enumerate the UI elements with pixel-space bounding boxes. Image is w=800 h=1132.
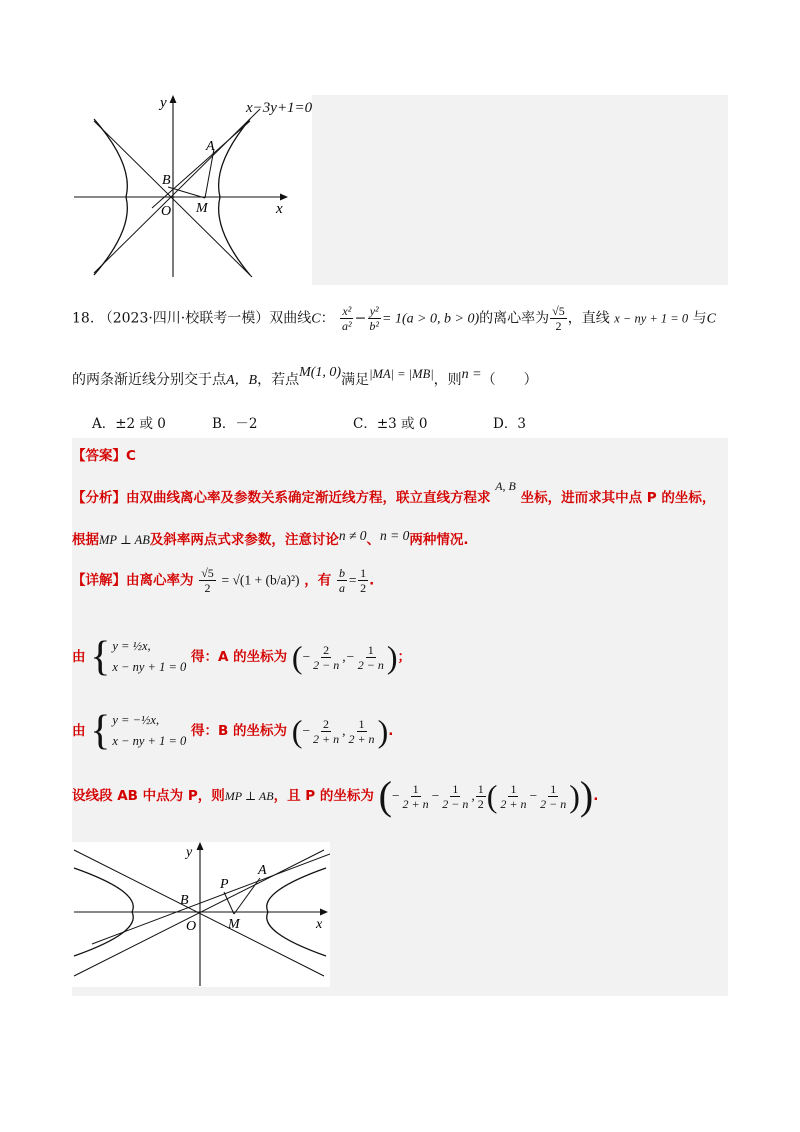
system-b-row2: x − ny + 1 = 0 bbox=[112, 734, 187, 748]
get-a-text: 得：A 的坐标为 bbox=[190, 649, 288, 665]
fig2-label-y: y bbox=[186, 845, 193, 860]
line2-text-a: 的两条渐近线分别交于点 bbox=[72, 372, 226, 388]
system-a-row1: y = ½x, bbox=[112, 639, 151, 653]
satisfy-text: 满足 bbox=[341, 372, 370, 388]
frac-den: 2 bbox=[477, 796, 484, 811]
colon: ： bbox=[320, 310, 335, 327]
mid-text-b: ，且 P 的坐标为 bbox=[273, 788, 374, 804]
condition: |MA| = |MB| bbox=[369, 367, 434, 381]
frac-b1 bbox=[311, 717, 341, 746]
hyperbola-figure-1 bbox=[72, 95, 312, 285]
choice-letter: C． bbox=[353, 416, 377, 432]
fig1-label-y: y bbox=[160, 95, 167, 111]
frac-num: 2 bbox=[323, 716, 330, 731]
detail-text-1a: 由离心率为 bbox=[126, 572, 194, 589]
analysis-text-3b: 及斜率两点式求参数，注意讨论 bbox=[149, 532, 339, 548]
choice-letter: A． bbox=[92, 416, 116, 432]
frac-num: 1 bbox=[510, 781, 517, 796]
question-source: （2023·四川·校联考一模）双曲线 bbox=[98, 310, 312, 327]
choice-value: 3 bbox=[517, 416, 526, 432]
fig1-label-O: O bbox=[161, 204, 172, 219]
frac-den: 2 − n bbox=[540, 796, 567, 811]
line2-text-b: ，若点 bbox=[257, 372, 300, 388]
frac-b2 bbox=[346, 717, 376, 746]
answer-label: 【答案】 bbox=[72, 448, 126, 464]
choice-value: ±2 或 0 bbox=[115, 416, 166, 432]
get-b-text: 得：B 的坐标为 bbox=[190, 723, 287, 739]
you-text: 由 bbox=[72, 723, 86, 739]
frac-1-2 bbox=[358, 566, 368, 595]
curve-name-2: C bbox=[706, 311, 716, 327]
ecc-text: 的离心率为 bbox=[479, 310, 550, 327]
analysis-n-eq-0: n = 0 bbox=[380, 528, 410, 543]
choice-c[interactable] bbox=[353, 412, 427, 432]
frac-den: 2 − n bbox=[442, 796, 469, 811]
frac-den: 2 + n bbox=[348, 731, 375, 746]
fig2-label-P: P bbox=[220, 877, 229, 892]
fig2-label-x: x bbox=[316, 917, 323, 932]
point-m: M(1, 0) bbox=[299, 365, 342, 380]
fig1-label-M: M bbox=[196, 201, 208, 216]
fig1-label-x: x bbox=[276, 201, 283, 217]
frac-den: 2 + n bbox=[312, 731, 340, 746]
frac-num: 1 bbox=[477, 781, 484, 796]
answer-line bbox=[72, 444, 136, 464]
frac-den: 2 bbox=[555, 319, 562, 333]
frac-num: 1 bbox=[358, 716, 365, 731]
fig2-label-B: B bbox=[180, 893, 189, 908]
period: . bbox=[388, 723, 394, 739]
mid-text-a: 设线段 AB 中点为 P，则 bbox=[72, 788, 225, 804]
choice-value: ±3 或 0 bbox=[376, 416, 428, 432]
analysis-label: 【分析】 bbox=[72, 490, 126, 506]
frac-num: √5 bbox=[552, 304, 565, 318]
frac-num: 1 bbox=[550, 781, 557, 796]
analysis-text-3c: 两种情况. bbox=[409, 532, 469, 548]
fig2-label-O: O bbox=[186, 919, 197, 934]
frac-num: 1 bbox=[452, 781, 459, 796]
choice-b[interactable] bbox=[212, 412, 258, 432]
question-number: 18. bbox=[72, 310, 95, 327]
frac-den: a² bbox=[342, 319, 352, 333]
detail-line-b: 由 { y = −½x, x − ny + 1 = 0 得：B 的坐标为 (− $\frac{2}{2 + n}$ , $\frac{1}{2 + n}$ ). bbox=[72, 708, 394, 754]
frac-den: a bbox=[338, 581, 345, 595]
equation-rhs: = 1(a > 0, b > 0) bbox=[382, 311, 480, 327]
analysis-mp-ab: MP ⊥ AB bbox=[99, 533, 150, 547]
detail-label: 【详解】 bbox=[72, 572, 126, 589]
points-ab: A，B bbox=[226, 373, 258, 388]
frac-p1 bbox=[401, 782, 431, 811]
frac-num: y² bbox=[369, 304, 379, 318]
detail-line-p: 设线段 AB 中点为 P，则MP ⊥ AB，且 P 的坐标为 (− $\frac{1}{2 + n}$ − $\frac{1}{2 - n}$ , $\frac{1}{2}$ ( $\frac{1}{2 + n}$ − $\frac{1}{2 - n}$ )). bbox=[72, 773, 599, 818]
detail-sqrt-expr: = √(1 + (b/a)²) bbox=[221, 572, 300, 588]
frac-den: 2 − n bbox=[313, 657, 340, 672]
frac-den: 2 − n bbox=[357, 657, 384, 672]
line-text: ，直线 bbox=[567, 310, 610, 327]
figure2 bbox=[72, 842, 330, 987]
frac-a1 bbox=[311, 643, 341, 672]
frac-y2-b2 bbox=[367, 304, 381, 333]
system-b-row1: y = −½x, bbox=[112, 713, 160, 727]
period: . bbox=[593, 788, 599, 804]
then-text: ，则 bbox=[433, 372, 462, 388]
analysis-line-2 bbox=[72, 528, 469, 548]
choice-value: －2 bbox=[235, 416, 258, 432]
frac-num: x² bbox=[342, 304, 352, 318]
semicolon: ； bbox=[397, 649, 411, 665]
analysis-sep: 、 bbox=[366, 532, 381, 548]
frac-p2 bbox=[440, 782, 470, 811]
analysis-n-neq-0: n ≠ 0 bbox=[338, 528, 367, 543]
hyperbola-figure-2 bbox=[72, 842, 330, 987]
frac-den: 2 bbox=[360, 581, 367, 595]
answer-value: C bbox=[126, 448, 136, 464]
detail-text-1b: ，有 bbox=[304, 572, 332, 589]
system-a: { y = ½x, x − ny + 1 = 0 bbox=[90, 634, 187, 680]
frac-num: 2 bbox=[323, 642, 330, 657]
frac-num: b bbox=[338, 566, 345, 580]
fig1-label-A: A bbox=[206, 139, 215, 154]
detail-line-a: 由 { y = ½x, x − ny + 1 = 0 得：A 的坐标为 (− $\frac{2}{2 - n}$ ,− $\frac{1}{2 - n}$ )； bbox=[72, 634, 411, 680]
choice-letter: D． bbox=[493, 416, 518, 432]
frac-den: 2 bbox=[204, 581, 211, 595]
analysis-text-1: 由双曲线离心率及参数关系确定渐近线方程，联立直线方程求 bbox=[126, 490, 491, 506]
analysis-text-3a: 根据 bbox=[72, 532, 99, 548]
detail-line-1 bbox=[72, 566, 374, 595]
frac-num: 1 bbox=[360, 566, 367, 580]
period: . bbox=[369, 572, 375, 589]
frac-a2 bbox=[356, 643, 386, 672]
frac-x2-a2 bbox=[340, 304, 354, 333]
frac-half bbox=[476, 782, 486, 811]
analysis-text-2: 坐标，进而求其中点 P 的坐标， bbox=[520, 490, 716, 506]
fig1-line-label: x−3y+1=0 bbox=[246, 100, 313, 116]
curve-name: C bbox=[311, 311, 321, 327]
fig1-label-B: B bbox=[162, 173, 171, 188]
frac-b-a bbox=[337, 566, 347, 595]
you-text: 由 bbox=[72, 649, 86, 665]
fig2-label-M: M bbox=[228, 917, 240, 932]
frac-sqrt5-2 bbox=[199, 566, 216, 595]
choice-a[interactable] bbox=[92, 412, 166, 432]
frac-den: 2 + n bbox=[500, 796, 527, 811]
system-b: { y = −½x, x − ny + 1 = 0 bbox=[90, 708, 187, 754]
line-equation: x − ny + 1 = 0 bbox=[614, 311, 689, 326]
fig2-label-A: A bbox=[258, 863, 267, 878]
figure1 bbox=[72, 95, 312, 285]
frac-num: 1 bbox=[367, 642, 374, 657]
frac-p3 bbox=[498, 782, 528, 811]
frac-num: 1 bbox=[412, 781, 419, 796]
question-line-1: 18. （2023·四川·校联考一模）双曲线C： $\frac{\text{x²}}{\text{a²}}$ − $\frac{\text{y²}}{\text{b²}}$ = 1(a > 0, b > 0)的离心率为 $\frac{√5}{2}$ ，直线 x − ny + 1 = 0 与C bbox=[72, 304, 716, 333]
frac-p4 bbox=[538, 782, 568, 811]
n-equals: n = bbox=[461, 367, 482, 382]
equals: = bbox=[347, 572, 358, 588]
choice-d[interactable] bbox=[493, 412, 526, 432]
analysis-ab: A, B bbox=[495, 479, 516, 493]
question-line-2 bbox=[72, 365, 538, 391]
answer-blank: （ ） bbox=[481, 372, 538, 388]
choice-letter: B． bbox=[212, 416, 236, 432]
frac-ecc bbox=[550, 304, 567, 333]
with-text: 与 bbox=[692, 310, 707, 327]
mid-perp: MP ⊥ AB bbox=[224, 789, 274, 803]
frac-den: b² bbox=[369, 319, 379, 333]
frac-num: √5 bbox=[201, 566, 214, 580]
analysis-line-1 bbox=[72, 479, 716, 506]
system-a-row2: x − ny + 1 = 0 bbox=[112, 660, 187, 674]
frac-den: 2 + n bbox=[402, 796, 429, 811]
